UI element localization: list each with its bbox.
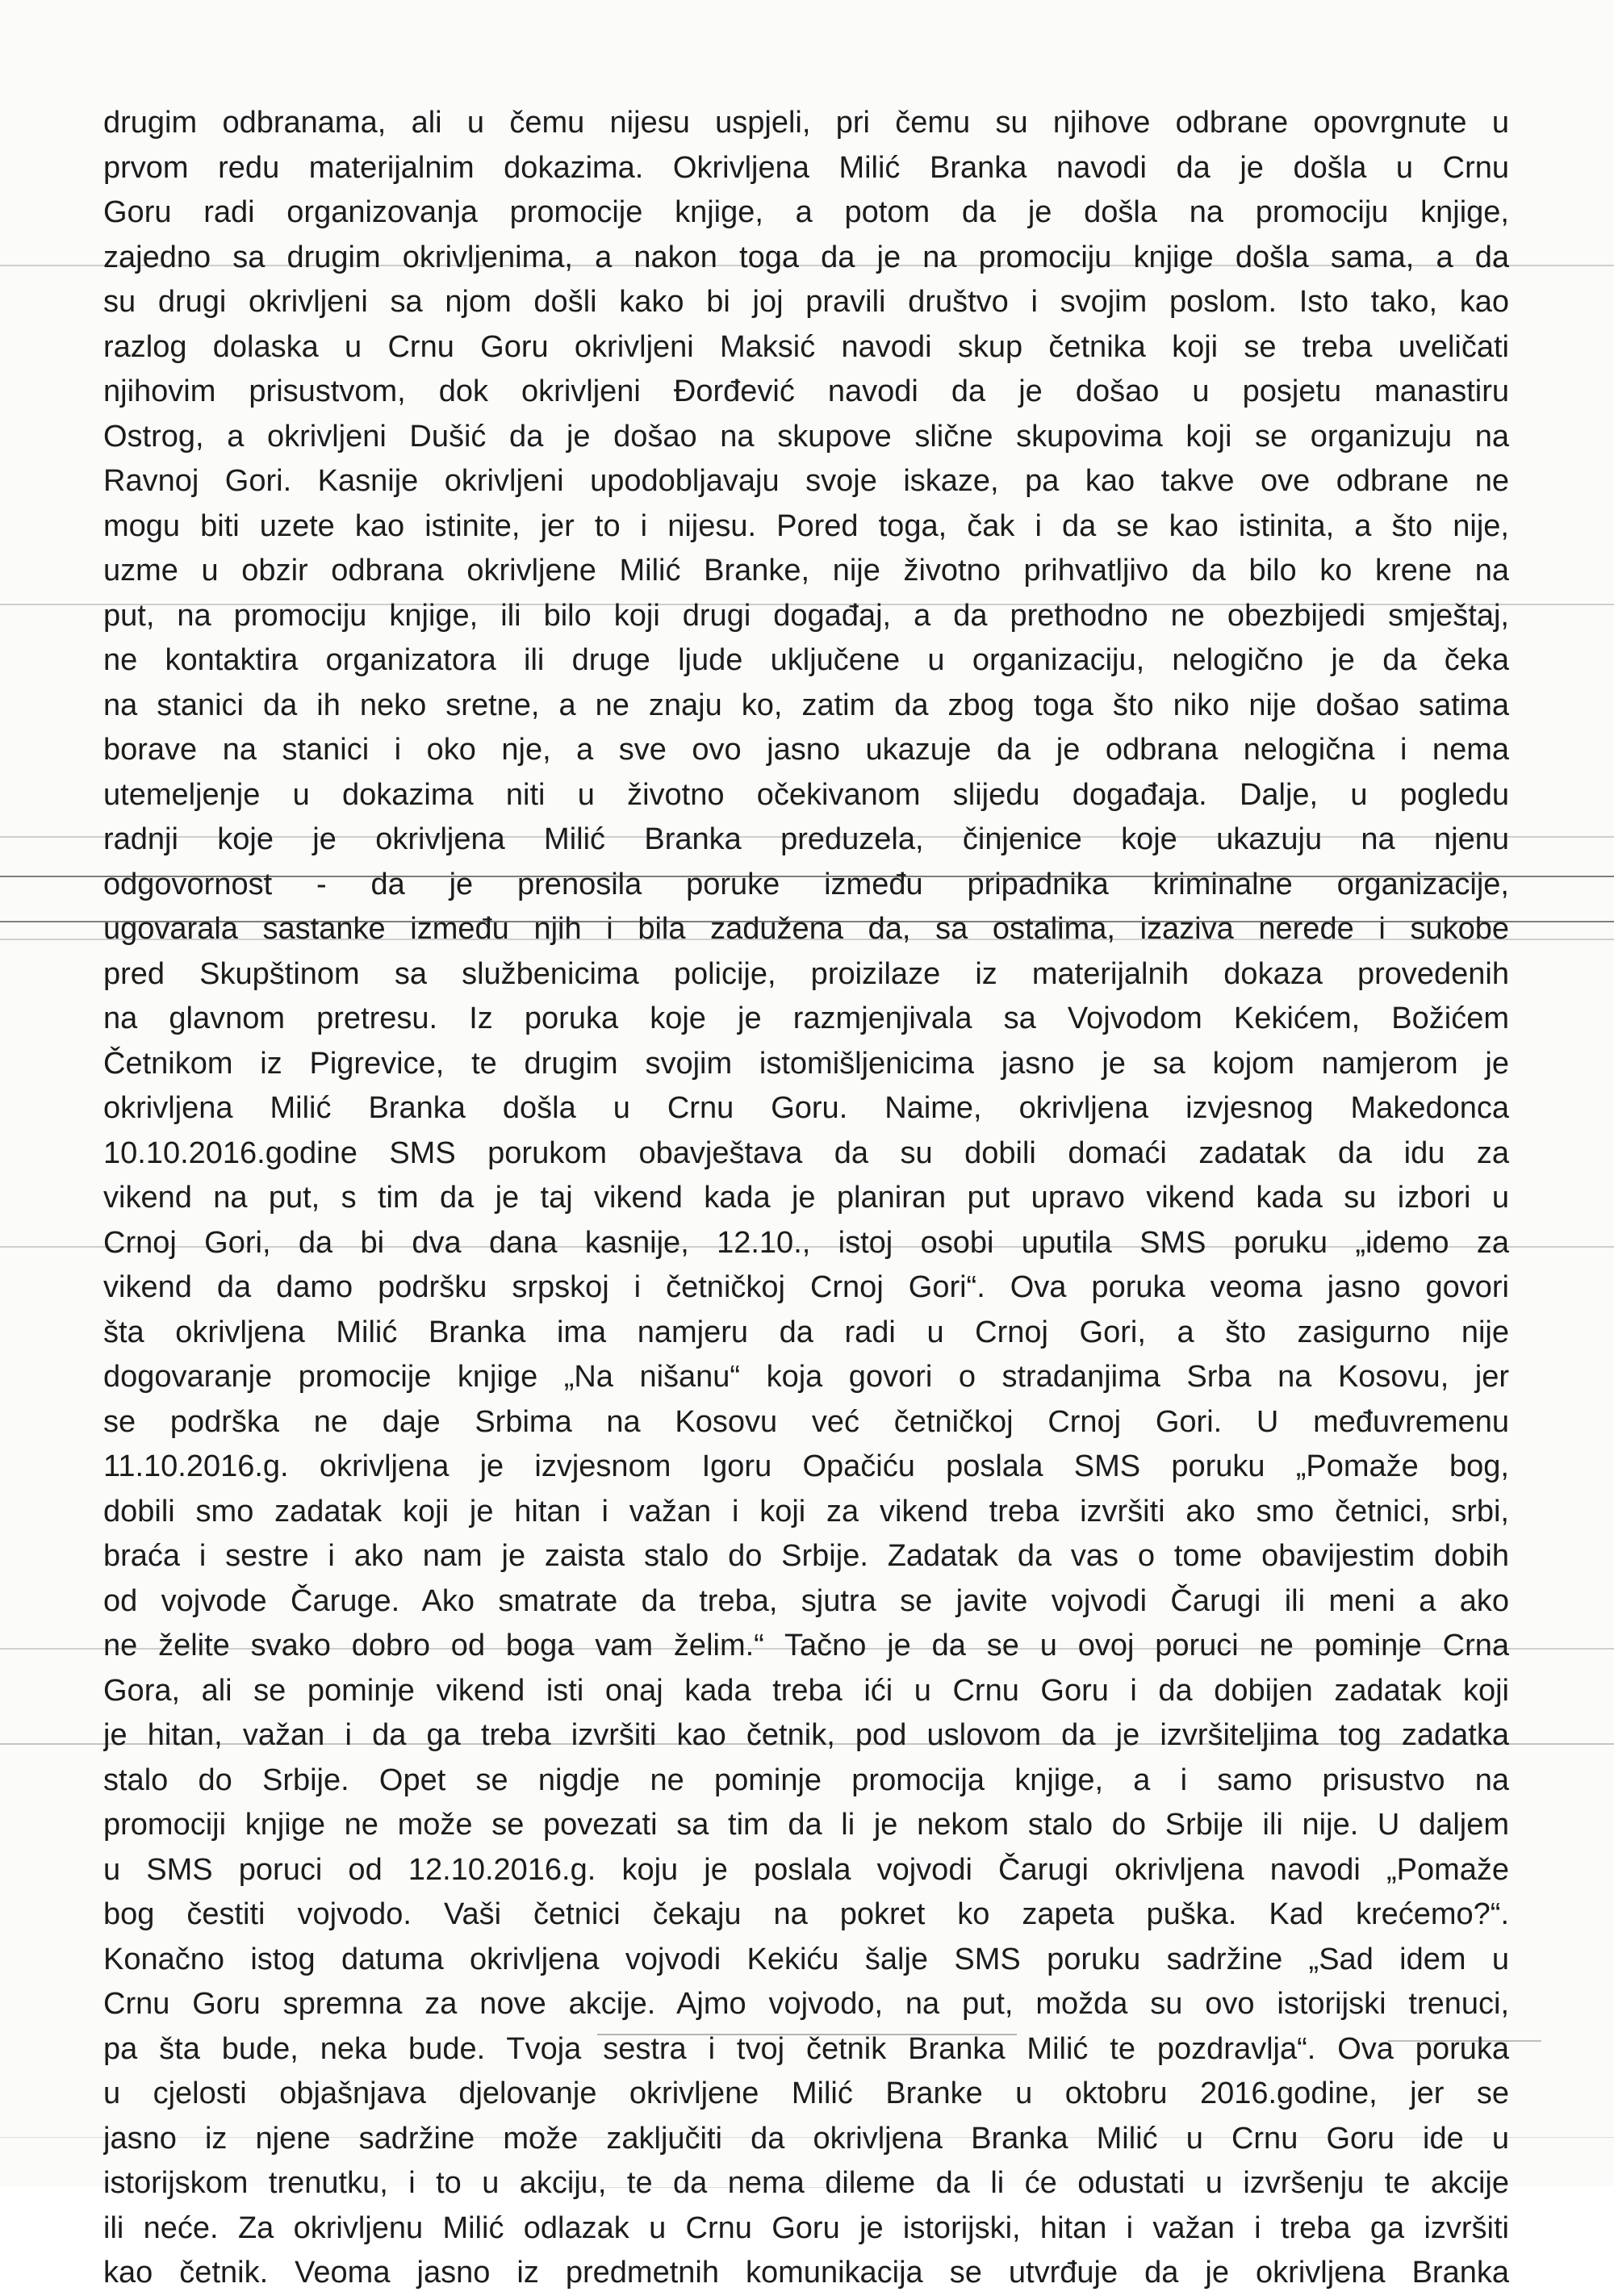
text-line: jasno iz njene sadržine može zaključiti da okrivljena Branka Milić u Crnu Goru ide u xyxy=(103,2121,1509,2156)
text-line: vikend da damo podršku srpskoj i četničkoj Crnoj Gori“. Ova poruka veoma jasno govori xyxy=(103,1270,1509,1304)
text-line: u cjelosti objašnjava djelovanje okrivljene Milić Branke u oktobru 2016.godine, jer se xyxy=(103,2076,1509,2110)
text-line: dogovaranje promocije knjige „Na nišanu“ koja govori o stradanjima Srba na Kosovu, jer xyxy=(103,1360,1509,1394)
text-line: u SMS poruci od 12.10.2016.g. koju je poslala vojvodi Čarugi okrivljena navodi „Pomaže xyxy=(103,1852,1509,1887)
text-line: 10.10.2016.godine SMS porukom obavještava da su dobili domaći zadatak da idu za xyxy=(103,1135,1509,1170)
text-line: ne želite svako dobro od boga vam želim.“ Tačno je da se u ovoj poruci ne pominje Crna xyxy=(103,1629,1509,1662)
text-line: utemeljenje u dokazima niti u životno očekivanom slijedu događaja. Dalje, u pogledu xyxy=(103,777,1509,812)
text-line: Ostrog, a okrivljeni Dušić da je došao na skupove slične skupovima koji se organizuju na xyxy=(103,419,1509,454)
text-line: je hitan, važan i da ga treba izvršiti kao četnik, pod uslovom da je izvršiteljima tog zadatka xyxy=(103,1718,1509,1752)
text-line: braća i sestre i ako nam je zaista stalo do Srbije. Zadatak da vas o tome obavijestim dobih xyxy=(103,1539,1509,1573)
text-line: 11.10.2016.g. okrivljena je izvjesnom Igoru Opačiću poslala SMS poruku „Pomaže bog, xyxy=(103,1449,1509,1483)
text-line: prvom redu materijalnim dokazima. Okrivljena Milić Branka navodi da je došla u Crnu xyxy=(103,150,1509,185)
text-line: borave na stanici i oko nje, a sve ovo jasno ukazuje da je odbrana nelogična i nema xyxy=(103,733,1509,767)
text-line: Četnikom iz Pigrevice, te drugim svojim istomišljenicima jasno je sa kojom namjerom je xyxy=(103,1046,1509,1081)
text-line: zajedno sa drugim okrivljenima, a nakon toga da je na promociju knjige došla sama, a da xyxy=(103,240,1509,274)
text-line: ugovarala sastanke između njih i bila zadužena da, sa ostalima, izaziva nerede i sukobe xyxy=(103,912,1509,946)
text-line: odgovornost - da je prenosila poruke između pripadnika kriminalne organizacije, xyxy=(103,867,1509,901)
text-line: dobili smo zadatak koji je hitan i važan i koji za vikend treba izvršiti ako smo četnici, srbi, xyxy=(103,1494,1509,1529)
text-line: šta okrivljena Milić Branka ima namjeru da radi u Crnoj Gori, a što zasigurno nije xyxy=(103,1315,1509,1349)
text-line: na glavnom pretresu. Iz poruka koje je razmjenjivala sa Vojvodom Kekićem, Božićem xyxy=(103,1002,1509,1035)
text-line: njihovim prisustvom, dok okrivljeni Đorđević navodi da je došao u posjetu manastiru xyxy=(103,374,1509,408)
text-line: drugim odbranama, ali u čemu nijesu uspjeli, pri čemu su njihove odbrane opovrgnute u xyxy=(103,106,1509,140)
text-line: razlog dolaska u Crnu Goru okrivljeni Maksić navodi skup četnika koji se treba uveličati xyxy=(103,329,1509,364)
text-line: mogu biti uzete kao istinite, jer to i nijesu. Pored toga, čak i da se kao istinita, a što nije, xyxy=(103,508,1509,543)
text-line: Crnoj Gori, da bi dva dana kasnije, 12.10., istoj osobi uputila SMS poruku „idemo za xyxy=(103,1225,1509,1260)
text-line: istorijskom trenutku, i to u akciju, te da nema dileme da li će odustati u izvršenju te akcije xyxy=(103,2166,1509,2200)
text-line: pred Skupštinom sa službenicima policije, proizilaze iz materijalnih dokaza provedenih xyxy=(103,956,1509,991)
text-line: ili neće. Za okrivljenu Milić odlazak u Crnu Goru je istorijski, hitan i važan i treba ga izvršiti xyxy=(103,2210,1509,2245)
text-line: Gora, ali se pominje vikend isti onaj kada treba ići u Crnu Goru i da dobijen zadatak koji xyxy=(103,1673,1509,1708)
text-line: vikend na put, s tim da je taj vikend kada je planiran put upravo vikend kada su izbori u xyxy=(103,1181,1509,1215)
text-line: su drugi okrivljeni sa njom došli kako bi joj pravili društvo i svojim poslom. Isto tako, kao xyxy=(103,285,1509,319)
text-line: Crnu Goru spremna za nove akcije. Ajmo vojvodo, na put, možda su ovo istorijski trenuci, xyxy=(103,1987,1509,2021)
text-line: ne kontaktira organizatora ili druge ljude uključene u organizaciju, nelogično je da čeka xyxy=(103,643,1509,677)
text-line: stalo do Srbije. Opet se nigdje ne pominje promocija knjige, a i samo prisustvo na xyxy=(103,1763,1509,1797)
text-line: okrivljena Milić Branka došla u Crnu Goru. Naime, okrivljena izvjesnog Makedonca xyxy=(103,1091,1509,1125)
text-line: radnji koje je okrivljena Milić Branka preduzela, činjenice koje ukazuju na njenu xyxy=(103,822,1509,856)
text-line: pa šta bude, neka bude. Tvoja sestra i tvoj četnik Branka Milić te pozdravlja“. Ova poruka xyxy=(103,2031,1509,2066)
text-line: Ravnoj Gori. Kasnije okrivljeni upodobljavaju svoje iskaze, pa kao takve ove odbrane ne xyxy=(103,464,1509,498)
text-line: uzme u obzir odbrana okrivljene Milić Branke, nije životno prihvatljivo da bilo ko krene na xyxy=(103,554,1509,588)
text-line: promociji knjige ne može se povezati sa tim da li je nekom stalo do Srbije ili nije. U daljem xyxy=(103,1808,1509,1842)
text-line: Konačno istog datuma okrivljena vojvodi Kekiću šalje SMS poruku sadržine „Sad idem u xyxy=(103,1942,1509,1976)
text-line: na stanici da ih neko sretne, a ne znaju ko, zatim da zbog toga što niko nije došao satima xyxy=(103,688,1509,722)
text-line: se podrška ne daje Srbima na Kosovu već četničkoj Crnoj Gori. U međuvremenu xyxy=(103,1404,1509,1439)
document-body xyxy=(103,101,1509,2296)
text-line: kao četnik. Veoma jasno iz predmetnih komunikacija se utvrđuje da je okrivljena Branka xyxy=(103,2256,1509,2290)
text-line: od vojvode Čaruge. Ako smatrate da treba, sjutra se javite vojvodi Čarugi ili meni a ako xyxy=(103,1583,1509,1618)
text-line: bog čestiti vojvodo. Vaši četnici čekaju na pokret ko zapeta puška. Kad krećemo?“. xyxy=(103,1897,1509,1931)
text-line: Goru radi organizovanja promocije knjige, a potom da je došla na promociju knjige, xyxy=(103,195,1509,229)
text-line: put, na promociju knjige, ili bilo koji drugi događaj, a da prethodno ne obezbijedi smještaj, xyxy=(103,598,1509,633)
